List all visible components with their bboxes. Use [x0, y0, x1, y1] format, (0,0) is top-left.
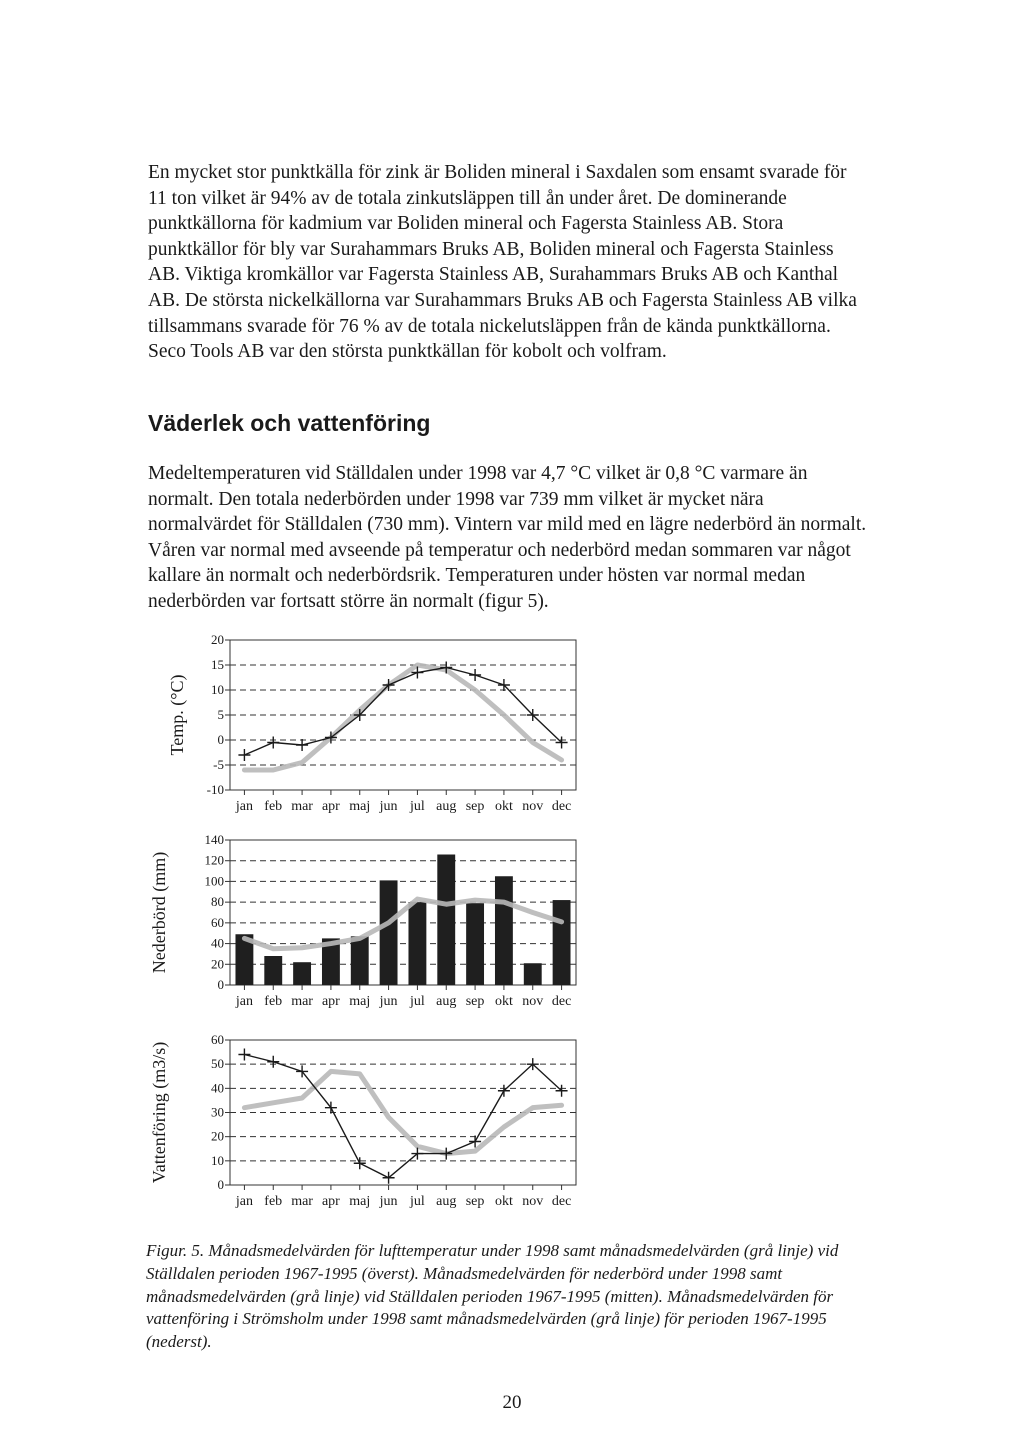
y-tick-label: 60 [211, 1032, 224, 1047]
x-tick-label: jul [410, 799, 425, 814]
x-tick-label: dec [551, 799, 572, 814]
x-tick-label: jan [235, 994, 253, 1009]
temperature-chart [167, 632, 576, 814]
section-heading: Väderlek och vattenföring [148, 410, 431, 436]
bar [408, 902, 426, 985]
x-tick-label: aug [436, 799, 457, 814]
normal-line [244, 665, 561, 770]
y-tick-label: 10 [211, 1152, 224, 1168]
data-point-marker [238, 749, 250, 761]
data-point-marker [267, 737, 279, 749]
y-tick-label: 5 [217, 707, 224, 722]
data-point-marker [296, 739, 308, 751]
data-point-marker [469, 669, 481, 681]
x-tick-label: sep [465, 799, 485, 814]
y-tick-label: 120 [204, 852, 224, 868]
bar [495, 876, 513, 985]
figure-5 [0, 620, 1024, 1220]
x-tick-label: dec [551, 994, 572, 1009]
bar [380, 880, 398, 985]
x-tick-label: jun [379, 1194, 398, 1209]
x-tick-label: mar [291, 994, 313, 1009]
x-tick-label: maj [349, 1194, 371, 1209]
paragraph-weather: Medeltemperaturen vid Ställdalen under 1998 var 4,7 °C vilket är 0,8 °C varmare än normalt. Den totala nederbörden under 1998 var 739 mm vilket är mycket nära normalvärdet för Ställdalen (730 mm). Vintern var mild med en lägre nederbörd än normalt. Våren var normal med avseende på temperatur och nederbörd medan sommaren var något kallare än normalt och nederbördsrik. Temperaturen under hösten var normal medan nederbörden var fortsatt större än normalt (figur 5). [148, 463, 867, 612]
x-tick-label: apr [321, 1194, 340, 1209]
x-tick-label: mar [291, 799, 313, 814]
x-tick-label: feb [264, 994, 283, 1009]
bar [293, 962, 311, 985]
x-tick-label: jan [235, 799, 253, 814]
x-tick-label: jul [410, 1194, 425, 1209]
y-tick-label: 0 [217, 1177, 224, 1192]
y-axis-label: Vattenföring (m3/s) [149, 1041, 169, 1184]
x-tick-label: maj [349, 799, 371, 814]
bar [553, 900, 571, 985]
x-tick-label: okt [494, 994, 513, 1009]
bar [264, 956, 282, 985]
y-tick-label: 100 [204, 873, 224, 889]
x-tick-label: okt [494, 799, 513, 814]
x-tick-label: dec [551, 1194, 572, 1209]
normal-line [244, 899, 561, 949]
y-tick-label: -5 [213, 757, 224, 772]
x-tick-label: sep [465, 1194, 485, 1209]
paragraph-point-sources: En mycket stor punktkälla för zink är Boliden mineral i Saxdalen som ensamt svarade för 11 ton vilket är 94% av de totala zinkutsläppen till ån under året. De dominerande punktkällorna för kadmium var Boliden mineral och Fagersta Stainless AB. Stora punktkällor för bly var Surahammars Bruks AB, Boliden mineral och Fagersta Stainless AB. Viktiga kromkällor var Fagersta Stainless AB, Surahammars Bruks AB och Kanthal AB. De största nickelkällorna var Surahammars Bruks AB och Fagersta Stainless AB vilka tillsammans svarade för 76 % av de totala nickelutsläppen från de kända punktkällorna. Seco Tools AB var den största punktkällan för kobolt och volfram. [148, 162, 857, 363]
x-tick-label: jun [379, 799, 398, 814]
x-tick-label: sep [465, 994, 485, 1009]
series-1998-line [244, 668, 561, 756]
y-tick-label: 20 [211, 956, 224, 972]
y-tick-label: -10 [206, 782, 224, 797]
x-tick-label: okt [494, 1194, 513, 1209]
y-tick-label: 20 [211, 1128, 224, 1144]
y-tick-label: 30 [211, 1104, 224, 1120]
x-tick-label: aug [436, 1194, 457, 1209]
x-tick-label: jul [410, 994, 425, 1009]
x-tick-label: apr [321, 799, 340, 814]
x-tick-label: feb [264, 1194, 283, 1209]
y-tick-label: 0 [217, 732, 224, 747]
y-tick-label: 60 [211, 914, 224, 930]
discharge-chart [149, 1032, 576, 1209]
y-axis-label: Temp. (°C) [167, 674, 187, 756]
x-tick-label: aug [436, 994, 457, 1009]
data-point-marker [267, 1056, 279, 1068]
x-tick-label: nov [522, 799, 544, 814]
data-point-marker [440, 1148, 452, 1160]
data-point-marker [238, 1049, 250, 1061]
bar [437, 855, 455, 986]
page-number: 20 [502, 1392, 522, 1413]
y-tick-label: 80 [211, 894, 224, 910]
x-tick-label: feb [264, 799, 283, 814]
x-tick-label: nov [522, 994, 544, 1009]
y-tick-label: 140 [204, 832, 224, 847]
y-axis-label: Nederbörd (mm) [149, 851, 169, 974]
y-tick-label: 0 [217, 977, 224, 992]
bar [524, 963, 542, 985]
y-tick-label: 40 [211, 1080, 224, 1096]
bar [351, 936, 369, 985]
x-tick-label: jan [235, 1194, 253, 1209]
figure-caption: Figur. 5. Månadsmedelvärden för lufttemperatur under 1998 samt månadsmedelvärden (grå linje) vid Ställdalen perioden 1967-1995 (överst). Månadsmedelvärden för nederbörd under 1998 samt månadsmedelvärden (grå linje) vid Ställdalen perioden 1967-1995 (mitten). Månadsmedelvärden för vattenföring i Strömsholm under 1998 samt månadsmedelvärden (grå linje) för perioden 1967-1995 (nederst). [146, 1241, 839, 1352]
series-1998-line [244, 1055, 561, 1178]
y-tick-label: 50 [211, 1056, 224, 1072]
y-tick-label: 40 [211, 935, 224, 951]
x-tick-label: nov [522, 1194, 544, 1209]
data-point-marker [354, 1157, 366, 1169]
y-tick-label: 20 [211, 632, 224, 647]
y-tick-label: 15 [211, 657, 224, 672]
x-tick-label: jun [379, 994, 398, 1009]
x-tick-label: maj [349, 994, 371, 1009]
precipitation-chart [149, 832, 576, 1009]
x-tick-label: mar [291, 1194, 313, 1209]
y-tick-label: 10 [211, 682, 224, 697]
bar [466, 903, 484, 985]
x-tick-label: apr [321, 994, 340, 1009]
